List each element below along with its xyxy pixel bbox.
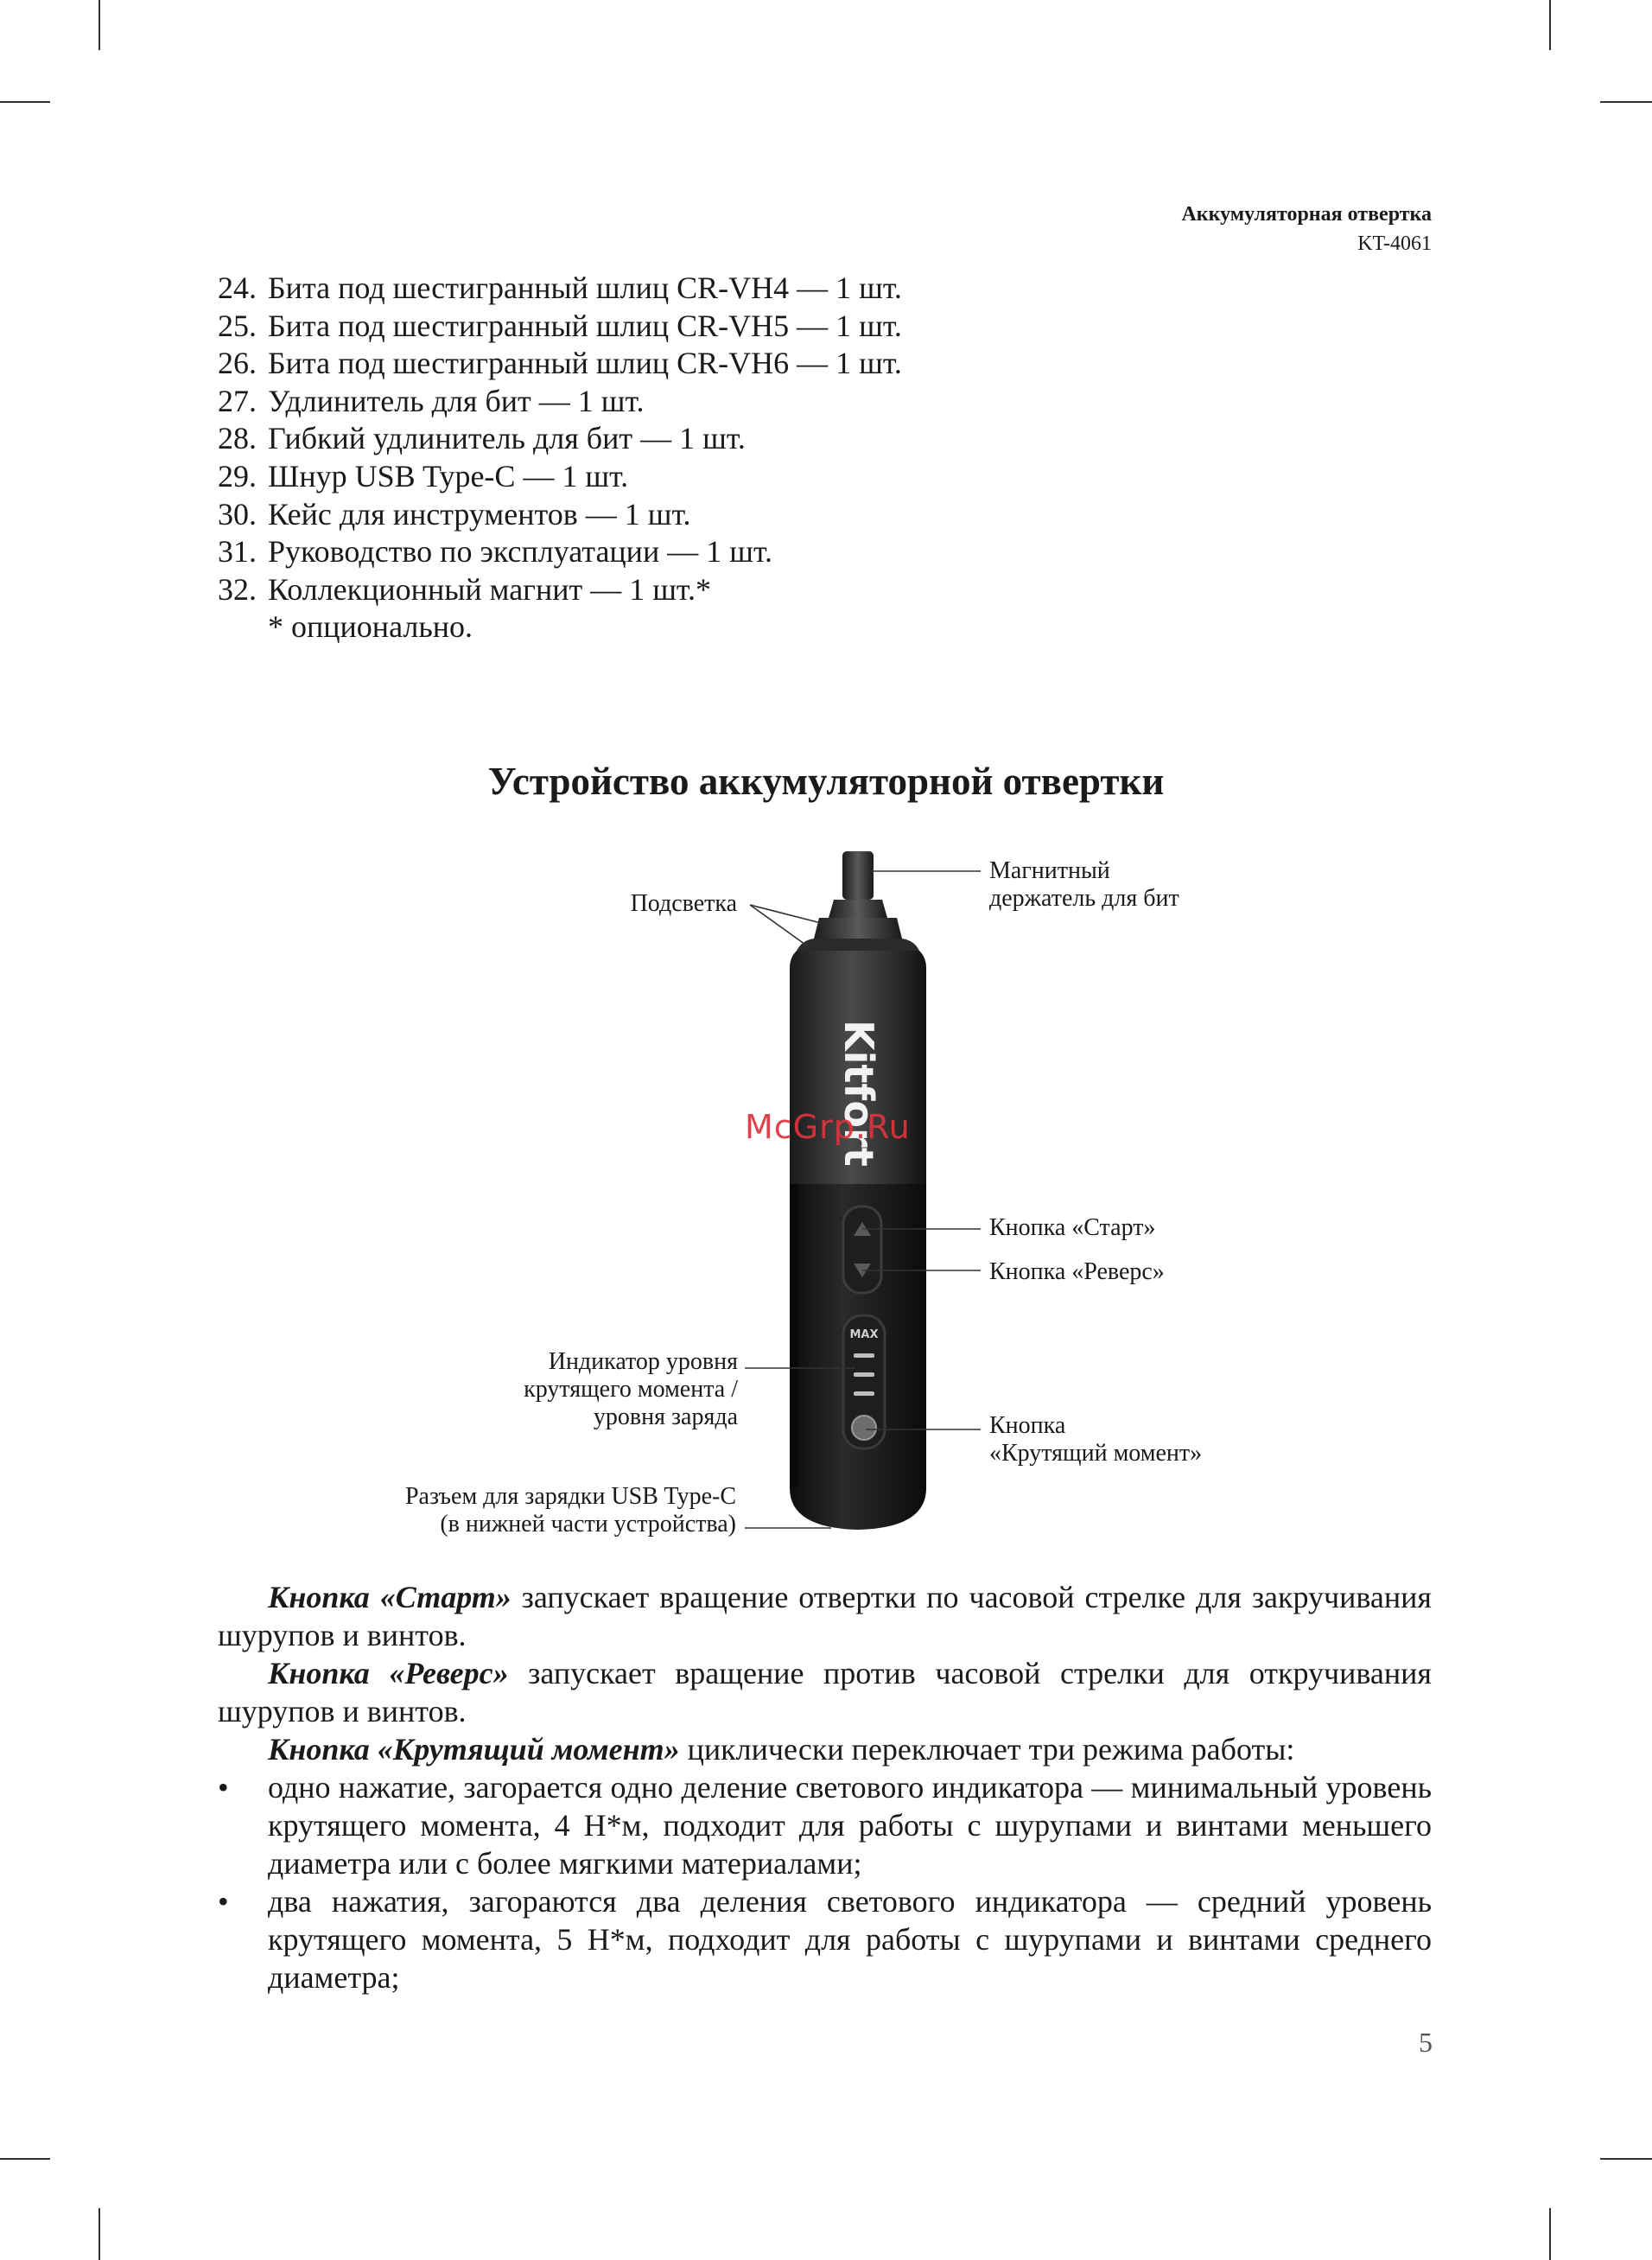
label-reverse-button: Кнопка «Реверс» [989, 1258, 1165, 1285]
torque-indicator-panel [843, 1315, 885, 1448]
label-usb-port: Разъем для зарядки USB Type-C (в нижней части устройства) [404, 1483, 736, 1537]
section-title: Устройство аккумуляторной отвертки [487, 760, 1165, 803]
paragraph-reverse: Кнопка «Реверс» запускает вращение против часовой стрелки для откручивания шурупов и винтов. [218, 1656, 1432, 1728]
list-footnote: * опционально. [268, 609, 473, 645]
crop-mark [1549, 2208, 1551, 2260]
list-item: 30. Кейс для инструментов — 1 шт. [218, 496, 691, 532]
indicator-segment [854, 1353, 874, 1358]
indicator-segment [854, 1372, 874, 1377]
crop-mark [1600, 2158, 1652, 2160]
list-item: 24. Бита под шестигранный шлиц CR-VH4 — 1 шт. [218, 271, 902, 305]
list-item: 31. Руководство по эксплуатации — 1 шт. [218, 534, 772, 570]
header-model: KT-4061 [1357, 232, 1432, 255]
list-item: 25. Бита под шестигранный шлиц CR-VH5 — 1 шт. [218, 308, 902, 343]
list-item: 32. Коллекционный магнит — 1 шт.* [218, 571, 711, 607]
max-mark: MAX [849, 1328, 879, 1341]
magnetic-bit-holder [814, 851, 902, 939]
list-item: 28. Гибкий удлинитель для бит — 1 шт. [218, 421, 746, 456]
label-light: Подсветка [630, 890, 737, 917]
start-reverse-rocker [843, 1206, 881, 1293]
watermark: McGrp.Ru [745, 1108, 911, 1146]
list-item: • одно нажатие, загорается одно деление светового индикатора — минимальный уровень крутящего момента, 4 Н*м, подходит для работы с шурупами и винтами меньшего диаметра или с более мягкими материалами; [218, 1770, 1432, 1881]
page-number: 5 [1419, 2027, 1433, 2058]
list-item: • два нажатия, загораются два деления светового индикатора — средний уровень крутящего момента, 5 Н*м, подходит для работы с шурупами и винтами среднего диаметра; [218, 1884, 1432, 1995]
label-magnetic-holder: Магнитный держатель для бит [989, 857, 1179, 912]
list-item: 27. Удлинитель для бит — 1 шт. [218, 383, 645, 418]
head-collar [797, 939, 919, 951]
paragraph-start: Кнопка «Старт» запускает вращение отвертки по часовой стрелке для закручивания шурупов и винтов. [218, 1580, 1432, 1652]
header-title: Аккумуляторная отвертка [1181, 203, 1432, 226]
torque-button-icon [852, 1416, 876, 1440]
list-item: 29. Шнур USB Type-C — 1 шт. [218, 458, 629, 493]
paragraph-torque: Кнопка «Крутящий момент» циклически переключает три режима работы: [268, 1732, 1295, 1767]
label-start-button: Кнопка «Старт» [989, 1214, 1156, 1241]
crop-mark [98, 2208, 100, 2260]
label-torque-indicator: Индикатор уровня крутящего момента / уровня заряда [524, 1348, 738, 1430]
indicator-segment [854, 1391, 874, 1396]
brand-logo: Kitfort [836, 1020, 882, 1167]
list-item: 26. Бита под шестигранный шлиц CR-VH6 — 1 шт. [218, 346, 902, 381]
description-text [218, 1578, 1432, 1996]
crop-mark [0, 2158, 50, 2160]
label-torque-button: Кнопка «Крутящий момент» [989, 1412, 1203, 1467]
